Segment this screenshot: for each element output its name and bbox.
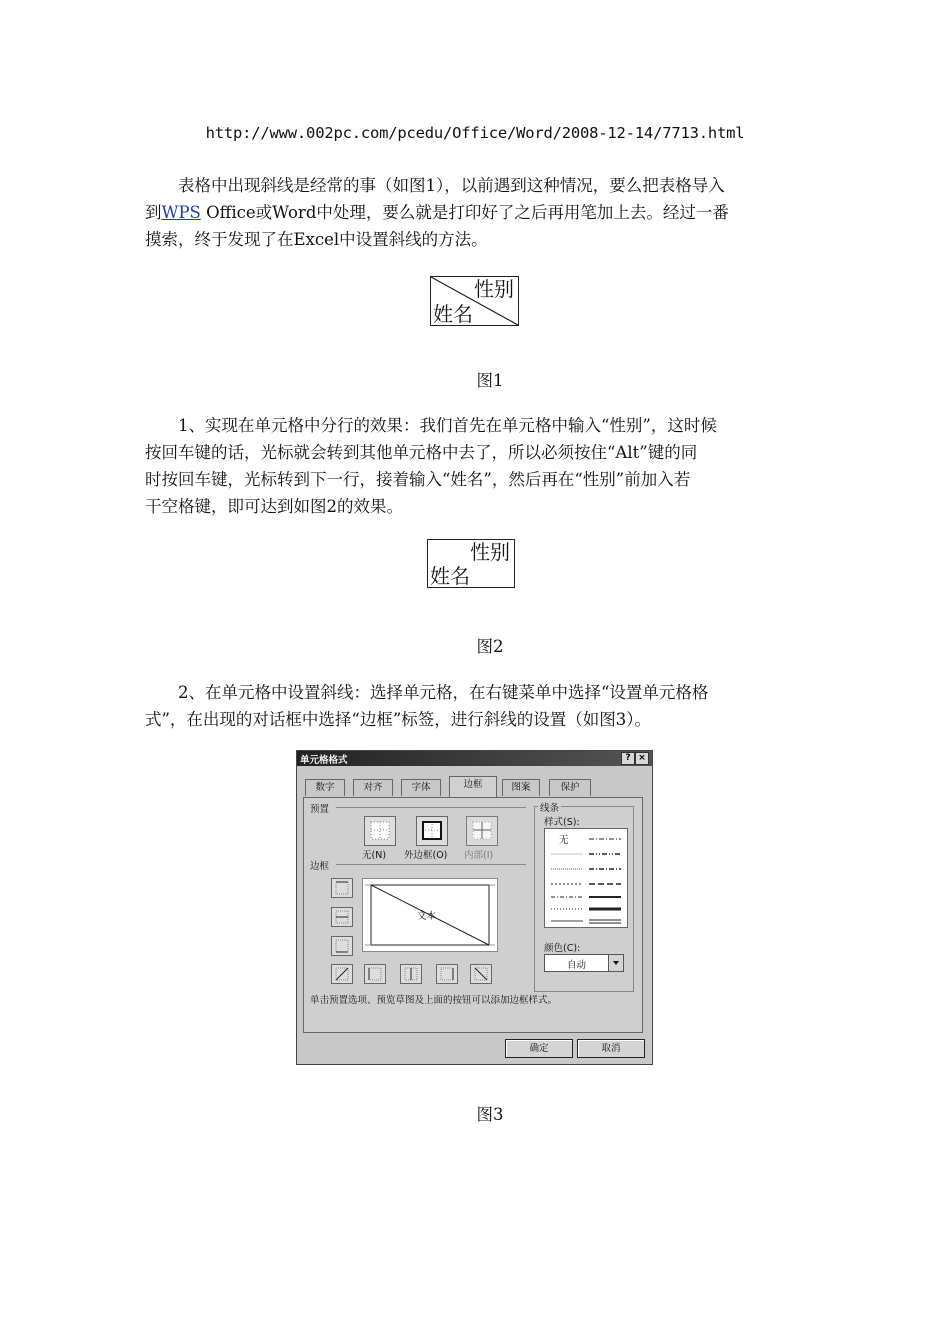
figure-2-bottom-text: 姓名 [430,564,470,588]
style-none-option[interactable]: 无 [559,835,569,846]
diagonal-up-icon [332,965,352,983]
step-1-line-3: 时按回车键，光标转到下一行，接着输入“姓名”，然后再在“性别”前加入若 [145,470,691,489]
border-center-icon [401,965,421,983]
border-right-icon [437,965,457,983]
intro-paragraph [145,172,807,253]
intro-line-1: 表格中出现斜线是经常的事（如图1），以前遇到这种情况，要么把表格导入 [178,176,725,195]
help-button[interactable]: ? [621,752,635,765]
color-select[interactable] [544,954,624,972]
source-url: http://www.002pc.com/pcedu/Office/Word/2008-12-14/7713.html [205,124,745,142]
border-top-button[interactable] [331,878,353,898]
border-center-button[interactable] [400,964,422,984]
border-label: 边框 [310,861,330,872]
dialog-title: 单元格格式 [300,755,348,766]
format-cells-dialog [296,750,653,1065]
tab-font[interactable]: 字体 [401,779,441,796]
step-2-line-1: 2、在单元格中设置斜线：选择单元格，在右键菜单中选择“设置单元格格 [178,683,709,702]
preset-none-button[interactable] [364,816,396,846]
step-2-paragraph [145,679,807,733]
intro-line-3: 摸索，终于发现了在Excel中设置斜线的方法。 [145,230,488,249]
step-1-line-4: 干空格键，即可达到如图2的效果。 [145,497,403,516]
figure-3-caption: 图3 [476,1105,504,1124]
figure-1-bottom-text: 姓名 [433,302,473,326]
border-right-button[interactable] [436,964,458,984]
line-style-swatches [545,829,627,927]
line-group-label: 线条 [538,800,561,814]
border-left-icon [365,965,385,983]
border-top-icon [332,879,352,897]
close-button[interactable]: × [635,752,649,765]
tab-border[interactable]: 边框 [449,776,497,797]
border-bottom-icon [332,937,352,955]
preset-outline-label: 外边框(O) [404,850,448,861]
figure-1-cell [430,276,519,326]
tab-pattern[interactable]: 图案 [502,779,540,796]
figure-1-caption: 图1 [476,371,504,390]
border-middle-icon [332,908,352,926]
figure-1-top-text: 性别 [474,277,514,301]
tab-protection[interactable]: 保护 [549,779,591,796]
border-bottom-button[interactable] [331,936,353,956]
figure-2-cell [427,539,515,588]
border-tab-panel [303,797,643,1033]
step-1-line-1: 1、实现在单元格中分行的效果：我们首先在单元格中输入“性别”，这时候 [178,416,717,435]
chevron-down-icon[interactable] [608,955,623,971]
border-preview[interactable] [362,878,498,952]
dialog-title-bar [297,751,652,766]
figure-2-caption: 图2 [476,637,504,656]
preset-none-label: 无(N) [362,850,387,861]
diagonal-down-icon [471,965,491,983]
intro-line-2 [145,199,807,226]
diagonal-up-button[interactable] [331,964,353,984]
color-label: 颜色(C): [544,943,581,954]
step-1-line-2: 按回车键的话，光标就会转到其他单元格中去了，所以必须按住“Alt”键的同 [145,443,698,462]
preset-outline-button[interactable] [416,816,448,846]
presets-label: 预置 [310,804,330,815]
intro-post-link: Office或Word中处理，要么就是打印好了之后再用笔加上去。经过一番 [200,203,729,222]
step-2-line-2: 式”，在出现的对话框中选择“边框”标签，进行斜线的设置（如图3）。 [145,710,652,729]
preset-outline-icon [417,817,447,845]
line-style-list[interactable] [544,828,628,928]
intro-pre-link: 到 [145,203,162,222]
border-divider [336,864,526,865]
diagonal-down-button[interactable] [470,964,492,984]
preset-inside-icon [467,817,497,845]
preset-inside-button[interactable] [466,816,498,846]
hint-text: 单击预置选项、预览草图及上面的按钮可以添加边框样式。 [310,995,558,1006]
border-left-button[interactable] [364,964,386,984]
dropdown-arrow [609,955,623,971]
border-middle-button[interactable] [331,907,353,927]
preset-inside-label: 内部(I) [464,850,494,861]
ok-button[interactable]: 确定 [505,1039,573,1058]
wps-link[interactable]: WPS [161,203,201,222]
style-label: 样式(S): [544,817,580,828]
preset-none-icon [365,817,395,845]
step-1-paragraph [145,412,807,520]
tab-alignment[interactable]: 对齐 [353,779,393,796]
tab-number[interactable]: 数字 [305,779,345,796]
color-value: 自动 [567,960,587,971]
cancel-button[interactable]: 取消 [577,1039,645,1058]
figure-2-top-text: 性别 [470,540,510,564]
presets-divider [336,807,526,808]
preview-text: 文本 [417,911,437,922]
